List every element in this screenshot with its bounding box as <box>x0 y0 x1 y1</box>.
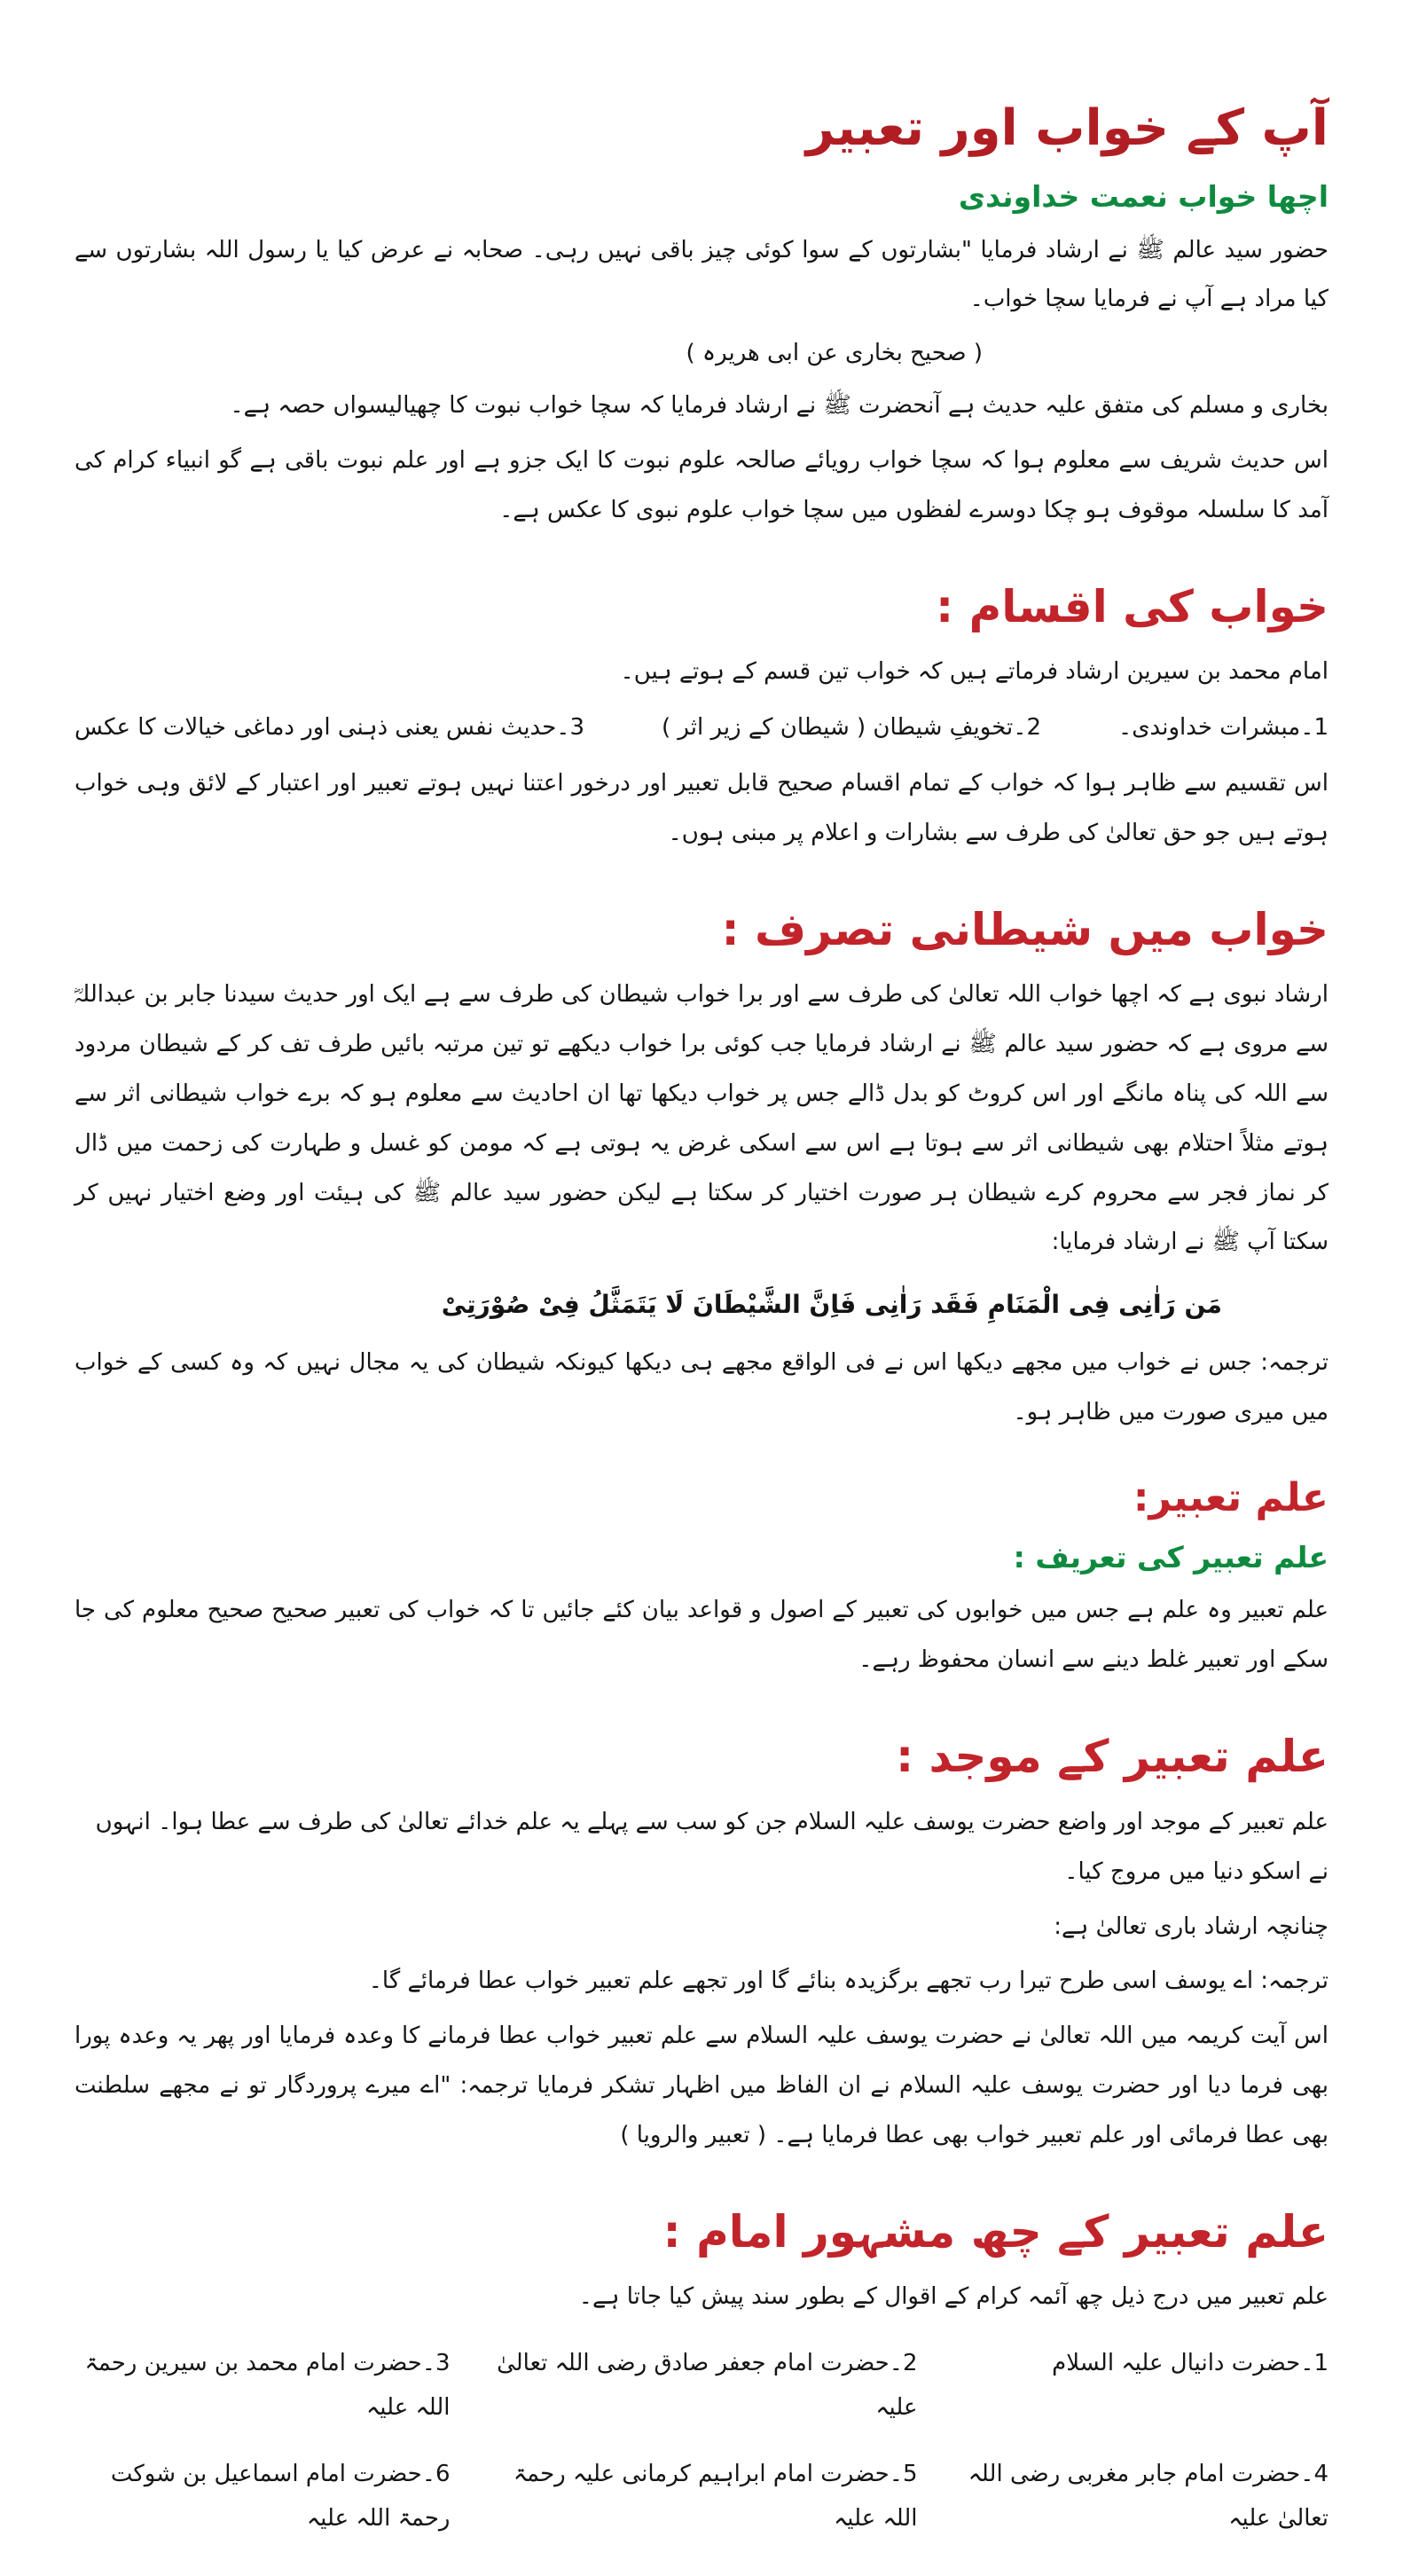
imam-item-2: 2۔حضرت امام جعفر صادق رضی اللہ تعالیٰ علیہ <box>497 2350 918 2421</box>
hadith-attribution: ( صحیح بخاری عن ابی ھریرہ ) <box>686 340 983 367</box>
imam-item-6: 6۔حضرت امام اسماعیل بن شوکت رحمۃ اللہ علیہ <box>110 2461 451 2532</box>
founder-heading: علم تعبیر کے موجد : <box>896 1731 1329 1783</box>
good-dream-paragraph-1: حضور سید عالم ﷺ نے ارشاد فرمایا "بشارتوں کے سوا کوئی چیز باقی نہیں رہی۔ صحابہ نے عرض کیا یا رسول اللہ بشارتوں سے کیا مراد ہے آپ نے فرمایا سچا خواب۔ <box>74 236 1329 313</box>
dream-type-item-1: 1۔مبشرات خداوندی۔ <box>1117 714 1329 742</box>
imams-intro: علم تعبیر میں درج ذیل چھ آئمہ کرام کے اقوال کے بطور سند پیش کیا جاتا ہے۔ <box>578 2283 1329 2311</box>
dream-types-heading: خواب کی اقسام : <box>936 580 1329 632</box>
dream-type-item-3: 3۔حدیث نفس یعنی ذہنی اور دماغی خیالات کا عکس <box>74 714 585 742</box>
founder-paragraph-4: اس آیت کریمہ میں اللہ تعالیٰ نے حضرت یوسف علیہ السلام سے علم تعبیر خواب عطا فرمانے کا وعدہ فرمایا اور پھر یہ وعدہ پورا بھی فرما دیا اور حضرت یوسف علیہ السلام نے ان الفاظ میں اظہار تشکر فرمایا ترجمہ: "اے میرے پروردگار تو نے مجھے سلطنت بھی عطا فرمائی اور علم تعبیر خواب بھی عطا فرمایا ہے۔ ( تعبیر والرویا ) <box>74 2022 1329 2149</box>
imams-list <box>74 2342 1329 2541</box>
hadith-translation: ترجمہ: جس نے خواب میں مجھے دیکھا اس نے فی الواقع مجھے ہی دیکھا کیونکہ شیطان کی یہ مجال نہیں کہ وہ کسی کے خواب میں میری صورت میں ظاہر ہو۔ <box>74 1349 1329 1426</box>
ilm-tabeer-heading: علم تعبیر: <box>1133 1475 1329 1521</box>
imams-heading: علم تعبیر کے چھ مشہور امام : <box>662 2205 1329 2258</box>
imam-item-4: 4۔حضرت امام جابر مغربی رضی اللہ تعالیٰ علیہ <box>968 2461 1329 2532</box>
satanic-influence-heading: خواب میں شیطانی تصرف : <box>721 903 1329 955</box>
page-title: آپ کے خواب اور تعبیر <box>805 99 1329 157</box>
dream-type-item-2: 2۔تخویفِ شیطان ( شیطان کے زیر اثر ) <box>662 714 1042 742</box>
imam-item-1: 1۔حضرت دانیال علیہ السلام <box>1052 2350 1329 2377</box>
dream-types-intro: امام محمد بن سیرین ارشاد فرماتے ہیں کہ خواب تین قسم کے ہوتے ہیں۔ <box>620 658 1329 686</box>
ilm-tabeer-definition-heading: علم تعبیر کی تعریف : <box>1013 1539 1329 1575</box>
imam-item-5: 5۔حضرت امام ابراہیم کرمانی علیہ رحمۃ اللہ علیہ <box>513 2461 918 2532</box>
founder-paragraph-1: علم تعبیر کے موجد اور واضع حضرت یوسف علیہ السلام جن کو سب سے پہلے یہ علم خدائے تعالیٰ کی طرف سے عطا ہوا۔ انہوں نے اسکو دنیا میں مروج کیا۔ <box>95 1808 1329 1885</box>
imam-item-3: 3۔حضرت امام محمد بن سیرین رحمۃ اللہ علیہ <box>84 2350 451 2421</box>
dream-types-closing: اس تقسیم سے ظاہر ہوا کہ خواب کے تمام اقسام صحیح قابل تعبیر اور درخور اعتنا نہیں ہوتے تعبیر اور اعتبار کے لائق وہی خواب ہوتے ہیں جو حق تعالیٰ کی طرف سے بشارات و اعلام پر مبنی ہوں۔ <box>74 769 1329 846</box>
good-dream-heading: اچھا خواب نعمت خداوندی <box>958 179 1329 214</box>
founder-translation: ترجمہ: اے یوسف اسی طرح تیرا رب تجھے برگزیدہ بنائے گا اور تجھے علم تعبیر خواب عطا فرمائے گا۔ <box>368 1967 1329 1995</box>
good-dream-paragraph-3: اس حدیث شریف سے معلوم ہوا کہ سچا خواب رویائے صالحہ علوم نبوت کا ایک جزو ہے اور علم نبوت باقی ہے گو انبیاء کرام کی آمد کا سلسلہ موقوف ہو چکا دوسرے لفظوں میں سچا خواب علوم نبوی کا عکس ہے۔ <box>74 447 1329 524</box>
founder-paragraph-2: چنانچہ ارشاد باری تعالیٰ ہے: <box>1054 1912 1329 1940</box>
ilm-tabeer-definition: علم تعبیر وہ علم ہے جس میں خوابوں کی تعبیر کے اصول و قواعد بیان کئے جائیں تا کہ خواب کی تعبیر صحیح صحیح معلوم کی جا سکے اور تعبیر غلط دینے سے انسان محفوظ رہے۔ <box>74 1597 1329 1674</box>
hadith-arabic-text: مَن رَاٰنِی فِی الْمَنَامِ فَقَد رَاٰنِی فَاِنَّ الشَّیْطَانَ لَا یَتَمَثَّلُ فِیْ صُوْرَتِیْ <box>441 1290 1222 1320</box>
good-dream-paragraph-2: بخاری و مسلم کی متفق علیہ حدیث ہے آنحضرت ﷺ نے ارشاد فرمایا کہ سچا خواب نبوت کا چھیالیسواں حصہ ہے۔ <box>230 392 1329 420</box>
satanic-influence-paragraph: ارشاد نبوی ہے کہ اچھا خواب اللہ تعالیٰ کی طرف سے اور برا خواب شیطان کی طرف سے ہے ایک اور حدیث سیدنا جابر بن عبداللہؓ سے مروی ہے کہ حضور سید عالم ﷺ نے ارشاد فرمایا جب کوئی برا خواب دیکھے تو تین مرتبہ بائیں طرف تف کر کے شیطان مردود سے اللہ کی پناہ مانگے اور اس کروٹ کو بدل ڈالے جس پر خواب دیکھا تھا ان احادیث سے معلوم ہو کہ برے خواب شیطانی اثر سے ہوتے مثلاً احتلام بھی شیطانی اثر سے ہوتا ہے اس سے اسکی غرض یہ ہوتی ہے کہ مومن کو غسل و طہارت کی زحمت میں ڈال کر نماز فجر سے محروم کرے شیطان ہر صورت اختیار کر سکتا ہے لیکن حضور سید عالم ﷺ کی ہیئت اور وضع اختیار نہیں کر سکتا آپ ﷺ نے ارشاد فرمایا: <box>74 981 1329 1256</box>
dream-types-list <box>74 706 1329 750</box>
